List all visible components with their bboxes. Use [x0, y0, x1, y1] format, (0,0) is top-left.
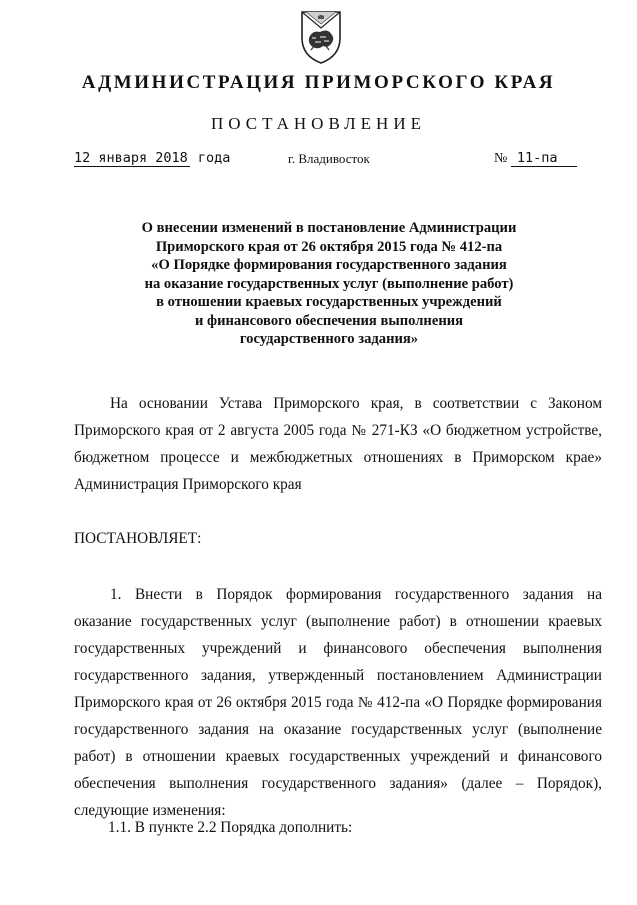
- document-number: [494, 150, 577, 167]
- paragraph-line: На основании Устава Приморского края, в соответствии с Законом: [110, 395, 602, 412]
- paragraph-line: Приморского края от 26 октября 2015 года № 412-па «О Порядке формирования: [74, 694, 602, 711]
- paragraph-line: государственного задания на оказание государственных услуг (выполнение: [74, 721, 602, 738]
- paragraph-line: государственного задания, утвержденный постановлением Администрации: [74, 667, 602, 684]
- title-line: «О Порядке формирования государственного задания: [151, 257, 507, 273]
- paragraph-line: Администрация Приморского края: [74, 476, 302, 493]
- item-1-paragraph: [74, 581, 602, 824]
- coat-of-arms-icon: [298, 8, 344, 66]
- document-meta: [0, 150, 637, 172]
- paragraph-line: работ) в отношении краевых государственных учреждений и финансового: [74, 748, 602, 765]
- paragraph-line: оказание государственных услуг (выполнение работ) в отношении краевых: [74, 613, 602, 630]
- title-line: О внесении изменений в постановление Администрации: [141, 220, 517, 236]
- paragraph-line: обеспечения выполнения государственного задания» (далее – Порядок),: [74, 775, 602, 792]
- paragraph-line: следующие изменения:: [74, 802, 226, 819]
- subitem-1-1: 1.1. В пункте 2.2 Порядка дополнить:: [108, 819, 353, 836]
- date-suffix: года: [189, 150, 231, 166]
- title-line: в отношении краевых государственных учреждений: [156, 294, 502, 310]
- date-value: 12 января 2018: [74, 150, 188, 166]
- paragraph-line: государственных учреждений и финансового обеспечения выполнения: [74, 640, 602, 657]
- organization-title: АДМИНИСТРАЦИЯ ПРИМОРСКОГО КРАЯ: [81, 72, 556, 93]
- number-value: 11-па: [511, 150, 577, 167]
- document-date: [74, 150, 230, 166]
- title-line: на оказание государственных услуг (выполнение работ): [144, 275, 514, 292]
- title-line: Приморского края от 26 октября 2015 года № 412-па: [155, 238, 503, 255]
- paragraph-line: Приморского края от 2 августа 2005 года № 271-КЗ «О бюджетном устройстве,: [74, 422, 602, 439]
- document-type: ПОСТАНОВЛЕНИЕ: [210, 114, 426, 133]
- paragraph-line: 1. Внести в Порядок формирования государственного задания на: [110, 586, 602, 603]
- title-line: и финансового обеспечения выполнения: [194, 312, 464, 329]
- basis-paragraph: [74, 390, 602, 498]
- number-sign: №: [494, 151, 508, 166]
- document-subject-title: [60, 219, 598, 349]
- resolves-heading: ПОСТАНОВЛЯЕТ:: [74, 530, 202, 547]
- paragraph-line: бюджетном процессе и межбюджетных отношениях в Приморском крае»: [74, 449, 602, 466]
- title-line: государственного задания»: [239, 331, 419, 347]
- document-city: г. Владивосток: [288, 151, 370, 166]
